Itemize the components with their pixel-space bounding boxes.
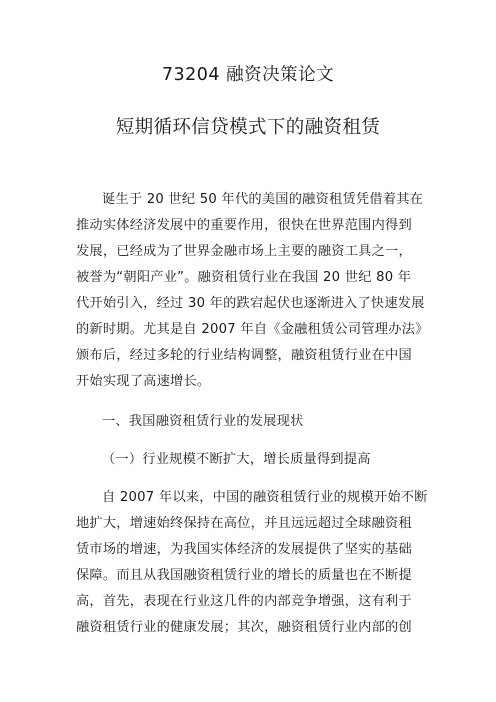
- paragraph-2-line: 地扩大，增速始终保持在高位，并且远远超过全球融资租: [76, 516, 412, 531]
- paragraph-2-line: 保障。而且从我国融资租赁行业的增长的质量也在不断提: [76, 568, 412, 583]
- paragraph-1-line: 开始实现了高速增长。: [76, 374, 211, 389]
- paragraph-1-line: 推动实体经济发展中的重要作用，很快在世界范围内得到: [76, 218, 412, 233]
- paragraph-2-line: 高，首先，表现在行业这几件的内部竞争增强，这有利于: [76, 594, 412, 609]
- section-heading: 一、我国融资租赁行业的发展现状: [102, 414, 304, 429]
- subsection-heading: （一）行业规模不断扩大，增长质量得到提高: [102, 452, 371, 467]
- document-subtitle: 短期循环信贷模式下的融资租赁: [115, 117, 381, 138]
- paragraph-1-line: 发展，已经成为了世界金融市场上主要的融资工具之一，: [76, 244, 412, 259]
- paragraph-2-line: 融资租赁行业的健康发展；其次，融资租赁行业内部的创: [76, 620, 412, 635]
- paragraph-1-line: 诞生于 20 世纪 50 年代的美国的融资租赁凭借着其在: [102, 192, 424, 207]
- paragraph-2-line: 自 2007 年以来，中国的融资租赁行业的规模开始不断: [102, 490, 428, 505]
- paragraph-1-line: 颁布后，经过多轮的行业结构调整，融资租赁行业在中国: [76, 348, 412, 363]
- paragraph-1-line: 代开始引入，经过 30 年的跌宕起伏也逐渐进入了快速发展: [76, 296, 425, 311]
- paragraph-2-line: 赁市场的增速，为我国实体经济的发展提供了坚实的基础: [76, 542, 412, 557]
- paragraph-1-line: 的新时期。尤其是自 2007 年自《金融租赁公司管理办法》: [76, 322, 429, 337]
- document-title: 73204 融资决策论文: [161, 65, 335, 85]
- paragraph-1-line: 被誉为“朝阳产业”。融资租赁行业在我国 20 世纪 80 年: [76, 270, 412, 285]
